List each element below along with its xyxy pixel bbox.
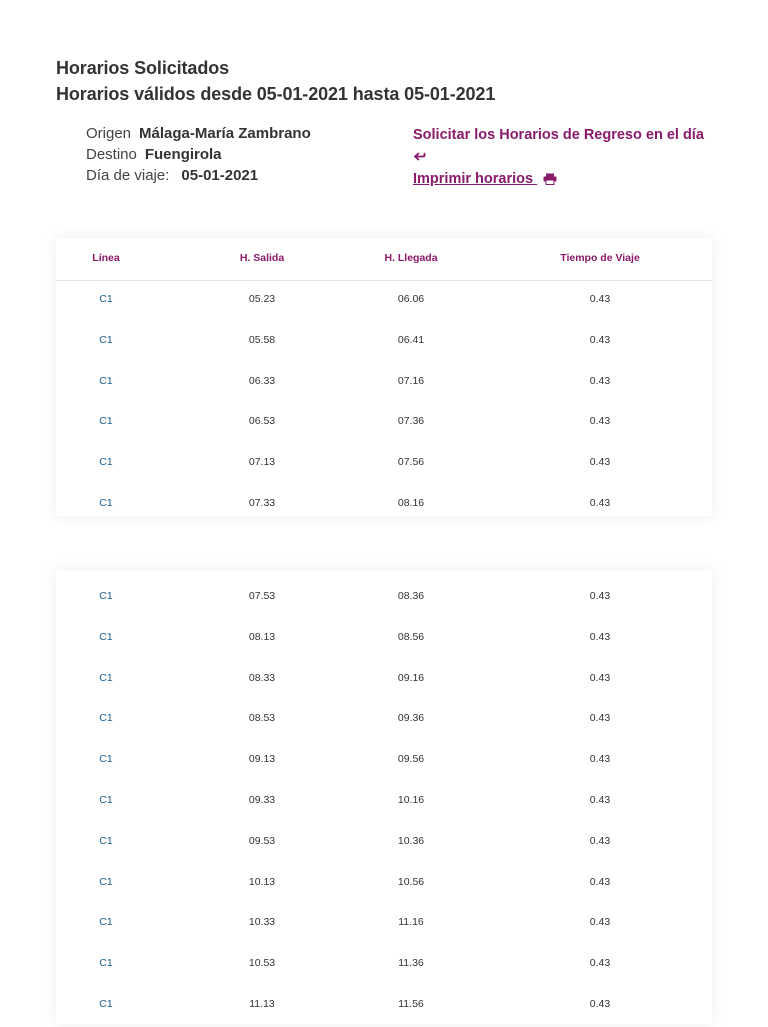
cell-llegada: 08.16: [397, 496, 425, 509]
cell-tiempo: 0.43: [589, 374, 611, 387]
origin-label: Origen: [86, 125, 132, 142]
trip-info: [86, 123, 311, 186]
cell-llegada: 09.56: [397, 753, 425, 766]
cell-salida: 05.23: [248, 293, 276, 305]
cell-llegada: 07.16: [397, 374, 425, 387]
table-row: [56, 986, 712, 1027]
cell-linea[interactable]: C1: [99, 957, 113, 970]
cell-salida: 09.33: [248, 793, 276, 806]
destination-value: Fuengirola: [144, 146, 222, 163]
cell-llegada: 08.56: [397, 630, 425, 643]
schedule-table-page-1: [56, 238, 712, 516]
cell-tiempo: 0.43: [589, 997, 611, 1010]
actions: [413, 124, 713, 190]
header-llegada: H. Llegada: [384, 252, 438, 264]
cell-salida: 11.13: [249, 997, 275, 1010]
table-body: [56, 281, 712, 526]
table-row: [56, 403, 712, 444]
cell-linea[interactable]: C1: [99, 333, 113, 346]
table-row: [56, 741, 712, 782]
cell-tiempo: 0.43: [589, 333, 611, 346]
cell-salida: 06.33: [248, 374, 276, 387]
cell-llegada: 10.16: [397, 793, 425, 806]
origin-value: Málaga-María Zambrano: [139, 125, 311, 142]
cell-tiempo: 0.43: [589, 590, 611, 602]
cell-linea[interactable]: C1: [99, 374, 113, 387]
page-title: Horarios Solicitados: [56, 58, 230, 78]
cell-tiempo: 0.43: [589, 630, 611, 643]
header-linea: Línea: [92, 252, 120, 264]
cell-llegada: 11.56: [398, 997, 424, 1010]
cell-llegada: 11.36: [398, 957, 424, 970]
cell-linea[interactable]: C1: [99, 753, 113, 766]
cell-salida: 10.53: [248, 957, 276, 970]
cell-llegada: 09.16: [397, 671, 425, 684]
return-arrow-icon: [413, 149, 429, 165]
date-value: 05-01-2021: [181, 167, 259, 184]
cell-tiempo: 0.43: [589, 496, 611, 509]
cell-linea[interactable]: C1: [99, 293, 113, 305]
cell-salida: 10.33: [248, 916, 276, 929]
destination-label: Destino: [86, 146, 137, 163]
cell-salida: 08.13: [248, 630, 276, 643]
cell-linea[interactable]: C1: [99, 834, 113, 847]
cell-salida: 09.53: [248, 834, 276, 847]
table-row: [56, 322, 712, 363]
cell-linea[interactable]: C1: [99, 712, 113, 725]
cell-linea[interactable]: C1: [99, 671, 113, 684]
table-row: [56, 945, 712, 986]
page-subtitle: Horarios válidos desde 05-01-2021 hasta 05-01-2021: [56, 84, 496, 104]
cell-salida: 07.13: [248, 456, 276, 469]
cell-linea[interactable]: C1: [99, 916, 113, 929]
cell-linea[interactable]: C1: [99, 590, 113, 602]
schedule-table-page-2: [56, 570, 712, 1024]
table-row: [56, 619, 712, 660]
cell-tiempo: 0.43: [589, 753, 611, 766]
table-row: [56, 485, 712, 526]
cell-tiempo: 0.43: [589, 712, 611, 725]
cell-tiempo: 0.43: [589, 415, 611, 428]
cell-salida: 06.53: [248, 415, 276, 428]
table-row: [56, 700, 712, 741]
cell-linea[interactable]: C1: [99, 997, 113, 1010]
print-label: Imprimir horarios: [413, 171, 534, 187]
cell-tiempo: 0.43: [589, 875, 611, 888]
print-schedule-link[interactable]: [413, 168, 713, 190]
table-header: [56, 238, 712, 281]
date-row: [86, 165, 311, 186]
cell-linea[interactable]: C1: [99, 793, 113, 806]
cell-llegada: 10.56: [397, 875, 425, 888]
cell-linea[interactable]: C1: [99, 415, 113, 428]
return-schedule-link[interactable]: [413, 124, 713, 168]
cell-linea[interactable]: C1: [99, 496, 113, 509]
table-row: [56, 660, 712, 701]
cell-llegada: 06.06: [397, 293, 425, 305]
cell-salida: 08.33: [248, 671, 276, 684]
table-row: [56, 363, 712, 404]
cell-llegada: 10.36: [397, 834, 425, 847]
cell-tiempo: 0.43: [589, 671, 611, 684]
table-row: [56, 823, 712, 864]
destination-row: [86, 144, 311, 165]
cell-tiempo: 0.43: [589, 916, 611, 929]
cell-llegada: 08.36: [397, 590, 425, 602]
cell-tiempo: 0.43: [589, 456, 611, 469]
cell-llegada: 09.36: [397, 712, 425, 725]
header-salida: H. Salida: [239, 252, 285, 264]
cell-salida: 08.53: [248, 712, 276, 725]
cell-salida: 07.53: [248, 590, 276, 602]
cell-tiempo: 0.43: [589, 834, 611, 847]
date-label: Día de viaje:: [86, 167, 170, 184]
table-row: [56, 864, 712, 905]
printer-icon: [543, 171, 557, 187]
table-row: [56, 578, 712, 619]
cell-llegada: 07.56: [397, 456, 425, 469]
cell-salida: 10.13: [248, 875, 276, 888]
cell-tiempo: 0.43: [589, 793, 611, 806]
cell-tiempo: 0.43: [589, 957, 611, 970]
page-heading: [56, 55, 495, 107]
table-body: [56, 570, 712, 1027]
cell-salida: 05.58: [248, 333, 276, 346]
table-row: [56, 444, 712, 485]
table-row: [56, 904, 712, 945]
cell-llegada: 06.41: [397, 333, 425, 346]
cell-llegada: 07.36: [397, 415, 425, 428]
header-tiempo: Tiempo de Viaje: [560, 252, 640, 264]
table-row: [56, 281, 712, 322]
return-schedule-label: Solicitar los Horarios de Regreso en el día: [413, 127, 704, 143]
cell-linea[interactable]: C1: [99, 456, 113, 469]
cell-salida: 09.13: [248, 753, 276, 766]
cell-linea[interactable]: C1: [99, 630, 113, 643]
cell-salida: 07.33: [248, 496, 276, 509]
cell-linea[interactable]: C1: [99, 875, 113, 888]
cell-llegada: 11.16: [398, 916, 424, 929]
origin-row: [86, 123, 311, 144]
table-row: [56, 782, 712, 823]
cell-tiempo: 0.43: [589, 293, 611, 305]
